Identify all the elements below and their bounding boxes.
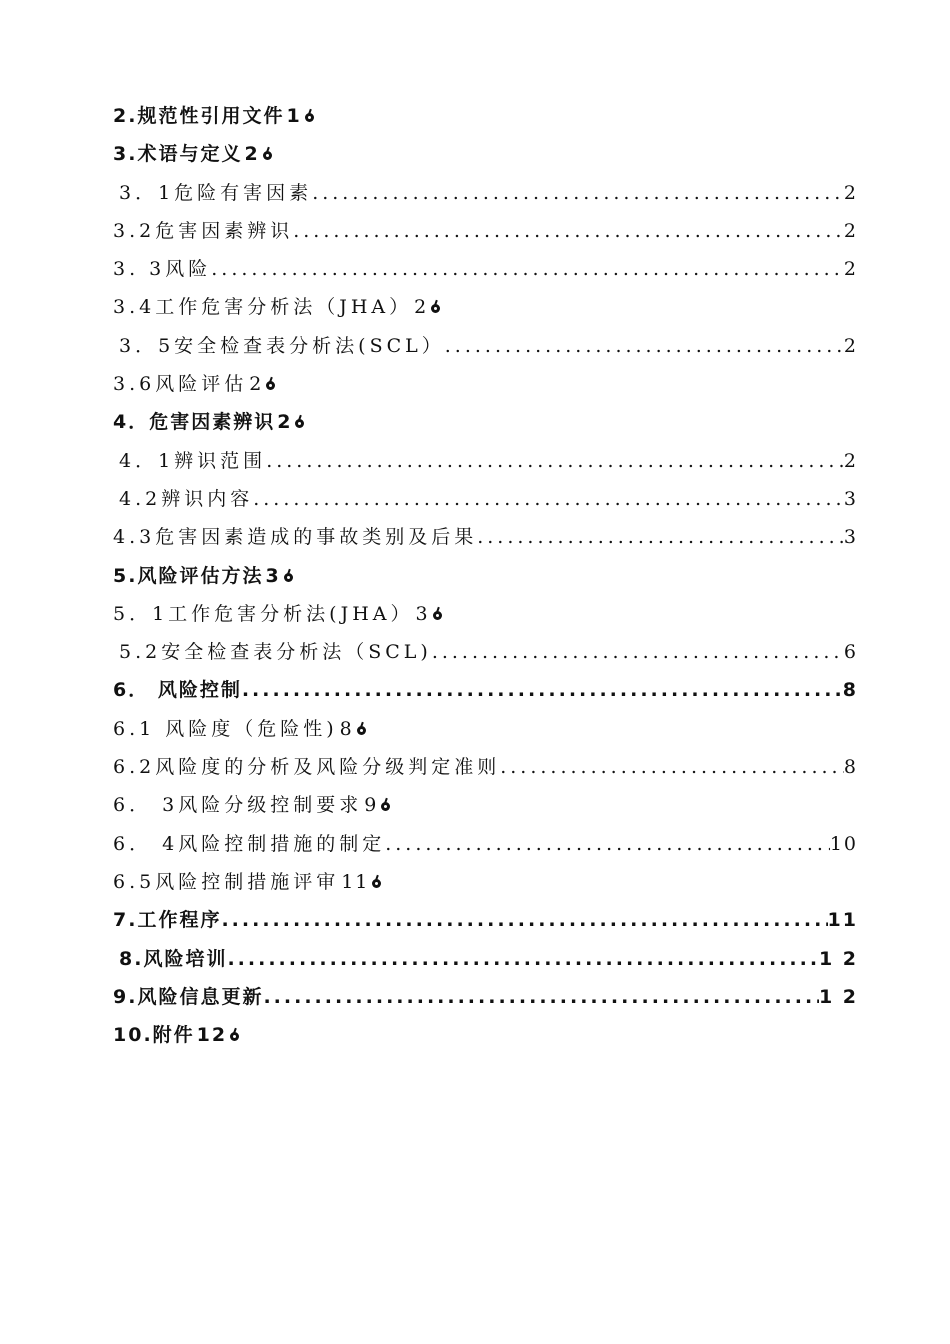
toc-entry[interactable]	[113, 327, 858, 365]
toc-entry[interactable]	[113, 901, 858, 939]
toc-entry-label: 3．5安全检查表分析法(SCL）	[119, 334, 445, 357]
toc-entry[interactable]	[113, 595, 858, 633]
paragraph-mark-icon	[263, 151, 272, 160]
toc-entry[interactable]	[113, 825, 858, 863]
paragraph-mark-icon	[266, 381, 275, 390]
toc-entry-label: 6.2风险度的分析及风险分级判定准则	[113, 756, 501, 779]
toc-entry-page-number: 2	[843, 181, 858, 204]
toc-entry-label: 6.5风险控制措施评审	[113, 870, 340, 893]
toc-entry-label: 4.3危害因素造成的事故类别及后果	[113, 526, 478, 549]
toc-entry-page-number: 2	[843, 334, 858, 357]
toc-entry-page-number: 8	[842, 679, 858, 702]
toc-entry-label: 3.术语与定义	[113, 143, 243, 166]
toc-entry[interactable]	[113, 671, 858, 709]
table-of-contents	[113, 97, 858, 1054]
toc-entry-label: 9.风险信息更新	[113, 985, 264, 1008]
toc-entry[interactable]	[113, 288, 858, 326]
toc-entry[interactable]	[113, 557, 858, 595]
dot-leader	[445, 327, 844, 365]
dot-leader	[211, 250, 844, 288]
toc-entry-label: 7.工作程序	[113, 909, 222, 932]
dot-leader	[221, 901, 827, 939]
toc-entry-page-number: 1 2	[818, 985, 858, 1008]
toc-entry-page-number: 8	[339, 717, 354, 740]
toc-entry-label: 5.2安全检查表分析法（SCL)	[119, 641, 432, 664]
dot-leader	[477, 518, 844, 556]
toc-entry-page-number: 2	[843, 258, 858, 281]
toc-entry-label: 6． 风险控制	[113, 679, 242, 702]
toc-entry[interactable]	[113, 518, 858, 556]
dot-leader	[242, 671, 843, 709]
toc-entry-label: 3.6风险评估	[113, 373, 248, 396]
toc-entry[interactable]	[113, 940, 858, 978]
toc-entry-page-number: 11	[341, 870, 370, 893]
toc-entry[interactable]	[113, 174, 858, 212]
dot-leader	[432, 633, 844, 671]
toc-entry[interactable]	[113, 403, 858, 441]
toc-entry-label: 3. 3风险	[113, 258, 212, 281]
toc-entry-page-number: 2	[843, 449, 858, 472]
toc-entry-label: 4.2辨识内容	[119, 487, 254, 510]
dot-leader	[266, 442, 844, 480]
toc-entry[interactable]	[113, 710, 858, 748]
toc-entry[interactable]	[113, 1016, 858, 1054]
paragraph-mark-icon	[230, 1032, 239, 1041]
paragraph-mark-icon	[433, 611, 442, 620]
paragraph-mark-icon	[357, 726, 366, 735]
toc-entry-page-number: 3	[265, 564, 281, 587]
toc-entry[interactable]	[113, 978, 858, 1016]
toc-entry[interactable]	[113, 97, 858, 135]
toc-entry-label: 5.风险评估方法	[113, 564, 264, 587]
toc-entry-page-number: 10	[829, 832, 858, 855]
toc-entry-page-number: 2	[414, 296, 429, 319]
toc-entry[interactable]	[113, 863, 858, 901]
toc-entry[interactable]	[113, 135, 858, 173]
dot-leader	[385, 825, 830, 863]
toc-entry-label: 6． 3风险分级控制要求	[113, 794, 363, 817]
toc-entry-label: 4．1辨识范围	[119, 449, 267, 472]
toc-entry-label: 6.1 风险度（危险性)	[113, 717, 338, 740]
toc-entry-label: 5．1工作危害分析法(JHA）	[113, 602, 414, 625]
toc-entry-page-number: 1	[286, 105, 302, 127]
toc-entry-label: 3.2危害因素辨识	[113, 219, 294, 242]
toc-entry-label: 3.4工作危害分析法（JHA）	[113, 296, 413, 319]
toc-entry-page-number: 8	[843, 756, 858, 779]
paragraph-mark-icon	[284, 573, 293, 582]
toc-entry-page-number: 3	[415, 602, 430, 625]
toc-entry-label: 3．1危险有害因素	[119, 181, 313, 204]
toc-entry-page-number: 6	[843, 641, 858, 664]
toc-entry-page-number: 2	[277, 411, 293, 434]
toc-entry-label: 2.规范性引用文件	[113, 105, 285, 127]
toc-entry[interactable]	[113, 786, 858, 824]
toc-entry[interactable]	[113, 212, 858, 250]
toc-entry-page-number: 12	[196, 1024, 228, 1047]
toc-entry-label: 8.风险培训	[119, 947, 228, 970]
toc-entry[interactable]	[113, 480, 858, 518]
toc-entry[interactable]	[113, 748, 858, 786]
toc-entry-page-number: 1 2	[818, 947, 858, 970]
paragraph-mark-icon	[305, 113, 314, 122]
paragraph-mark-icon	[372, 879, 381, 888]
toc-entry-page-number: 11	[827, 909, 858, 932]
toc-entry-page-number: 2	[843, 219, 858, 242]
dot-leader	[227, 940, 818, 978]
paragraph-mark-icon	[295, 419, 304, 428]
dot-leader	[293, 212, 844, 250]
toc-entry-page-number: 2	[249, 373, 264, 396]
paragraph-mark-icon	[381, 802, 390, 811]
dot-leader	[253, 480, 844, 518]
toc-entry[interactable]	[113, 250, 858, 288]
dot-leader	[263, 978, 818, 1016]
toc-entry-label: 4．危害因素辨识	[113, 411, 276, 434]
toc-entry-page-number: 9	[364, 794, 379, 817]
toc-entry-page-number: 3	[843, 526, 858, 549]
toc-entry-label: 10.附件	[113, 1024, 195, 1047]
toc-entry-page-number: 3	[843, 487, 858, 510]
dot-leader	[312, 174, 844, 212]
toc-entry[interactable]	[113, 633, 858, 671]
paragraph-mark-icon	[431, 304, 440, 313]
toc-entry[interactable]	[113, 365, 858, 403]
toc-entry-label: 6． 4风险控制措施的制定	[113, 832, 386, 855]
toc-entry[interactable]	[113, 442, 858, 480]
toc-entry-page-number: 2	[244, 143, 260, 166]
dot-leader	[500, 748, 844, 786]
